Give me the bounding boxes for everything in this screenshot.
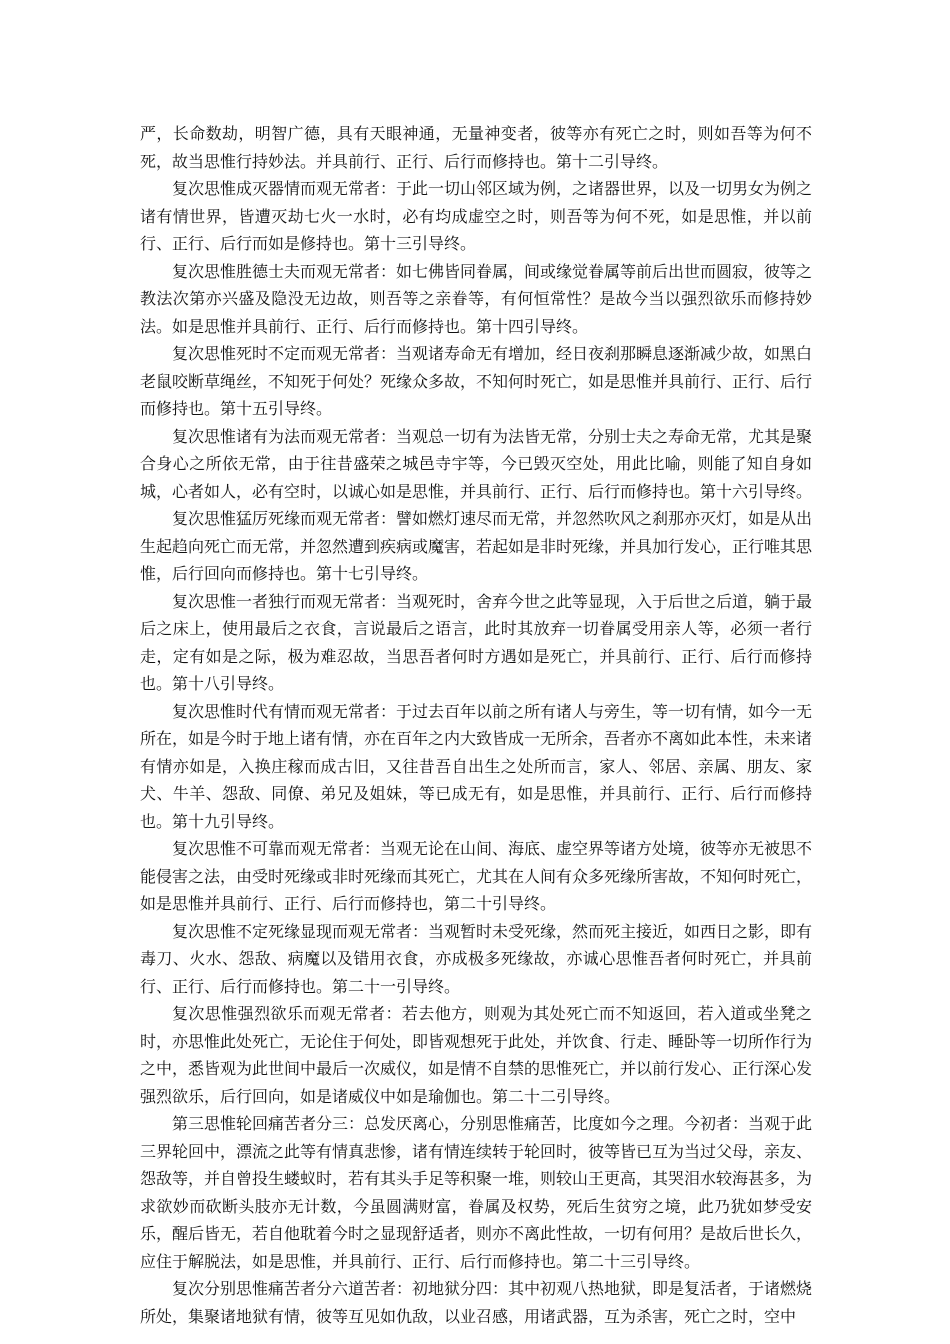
paragraph-7: 复次思惟一者独行而观无常者：当观死时，舍弃今世之此等显现，入于后世之后道，躺于最后之床上，使用最后之衣食，言说最后之语言，此时其放弃一切眷属受用亲人等，必须一者行走，定有如是之际，极为难忍故，当思吾者何时方遇如是死亡，并具前行、正行、后行而修持也。第十八引导终。 <box>140 591 813 693</box>
paragraph-11: 复次思惟强烈欲乐而观无常者：若去他方，则观为其处死亡而不知返回，若入道或坐凳之时，亦思惟此处死亡，无论住于何处，即皆观想死于此处，并饮食、行走、睡卧等一切所作行为之中，悉皆观为此世间中最后一次威仪，如是情不自禁的思惟死亡，并以前行发心、正行深心发强烈欲乐，后行回向，如是诸威仪中如是瑜伽也。第二十二引导终。 <box>140 1004 813 1106</box>
paragraph-2: 复次思惟成灭器情而观无常者：于此一切山邻区域为例，之诸器世界，以及一切男女为例之诸有情世界，皆遭灭劫七火一水时，必有均成虚空之时，则吾等为何不死，如是思惟，并以前行、正行、后行而如是修持也。第十三引导终。 <box>140 179 813 253</box>
paragraph-5: 复次思惟诸有为法而观无常者：当观总一切有为法皆无常，分别士夫之寿命无常，尤其是聚合身心之所依无常，由于往昔盛荣之城邑寺宇等，今已毁灭空处，用此比喻，则能了知自身如城，心者如人，必有空时，以诚心如是思惟，并具前行、正行、后行而修持也。第十六引导终。 <box>140 426 813 501</box>
paragraph-3: 复次思惟胜德士夫而观无常者：如七佛皆同眷属，间或缘觉眷属等前后出世而圆寂，彼等之教法次第亦兴盛及隐没无边故，则吾等之亲眷等，有何恒常性？是故今当以强烈欲乐而修持妙法。如是思惟并具前行、正行、后行而修持也。第十四引导终。 <box>140 261 813 336</box>
document-page <box>140 120 812 1330</box>
paragraph-8: 复次思惟时代有情而观无常者：于过去百年以前之所有诸人与旁生，等一切有情，如今一无所在，如是今时于地上诸有情，亦在百年之内大致皆成一无所余，吾者亦不离如此本性，未来诸有情亦如是，入换庄稼而成古旧，又往昔吾自出生之处所而言，家人、邻居、亲属、朋友、家犬、牛羊、怨敌、同僚、弟兄及姐妹，等已成无有，如是思惟，并具前行、正行、后行而修持也。第十九引导终。 <box>140 701 813 831</box>
paragraph-9: 复次思惟不可靠而观无常者：当观无论在山间、海底、虚空界等诸方处境，彼等亦无被思不能侵害之法，由受时死缘或非时死缘而其死亡，尤其在人间有众多死缘所害故，不知何时死亡，如是思惟并具前行、正行、后行而修持也，第二十引导终。 <box>140 839 813 913</box>
paragraph-13: 复次分别思惟痛苦者分六道苦者：初地狱分四：其中初观八热地狱，即是复活者，于诸燃烧所处，集聚诸地狱有情，彼等互见如仇敌，以业召感，用诸武器，互为杀害，死亡之时，空中 <box>140 1279 813 1326</box>
paragraph-10: 复次思惟不定死缘显现而观无常者：当观暂时未受死缘，然而死主接近，如西日之影，即有毒刀、火水、怨敌、病魔以及错用衣食，亦成极多死缘故，亦诚心思惟吾者何时死亡，并具前行、正行、后行而修持也。第二十一引导终。 <box>140 921 813 996</box>
paragraph-4: 复次思惟死时不定而观无常者：当观诸寿命无有增加，经日夜刹那瞬息逐渐减少故，如黑白老鼠咬断草绳丝，不知死于何处？死缘众多故，不知何时死亡，如是思惟并具前行、正行、后行而修持也。第十五引导终。 <box>140 344 813 418</box>
paragraph-1: 严，长命数劫，明智广德，具有天眼神通，无量神变者，彼等亦有死亡之时，则如吾等为何不死，故当思惟行持妙法。并具前行、正行、后行而修持也。第十二引导终。 <box>140 124 812 171</box>
paragraph-12: 第三思惟轮回痛苦者分三：总发厌离心，分别思惟痛苦，比度如今之理。今初者：当观于此三界轮回中，漂流之此等有情真悲惨，诸有情连续转于轮回时，彼等皆已互为当过父母，亲友、怨敌等，并自曾投生蝼蚁时，若有其头手足等积聚一堆，则较山王更高，其哭泪水较海甚多，为求欲妙而砍断头肢亦无计数，今虽圆满财富，眷属及权势，死后生贫穷之境，此乃犹如梦受安乐，醒后皆无，若自他耽着今时之显现舒适者，则亦不离此性故，一切有何用？是故后世长久，应住于解脱法，如是思惟，并具前行、正行、后行而修持也。第二十三引导终。 <box>140 1114 813 1271</box>
paragraph-6: 复次思惟猛厉死缘而观无常者：譬如燃灯速尽而无常，并忽然吹风之刹那亦灭灯，如是从出生起趋向死亡而无常，并忽然遭到疾病或魔害，若起如是非时死缘，并具加行发心，正行唯其思惟，后行回向而修持也。第十七引导终。 <box>140 509 813 583</box>
